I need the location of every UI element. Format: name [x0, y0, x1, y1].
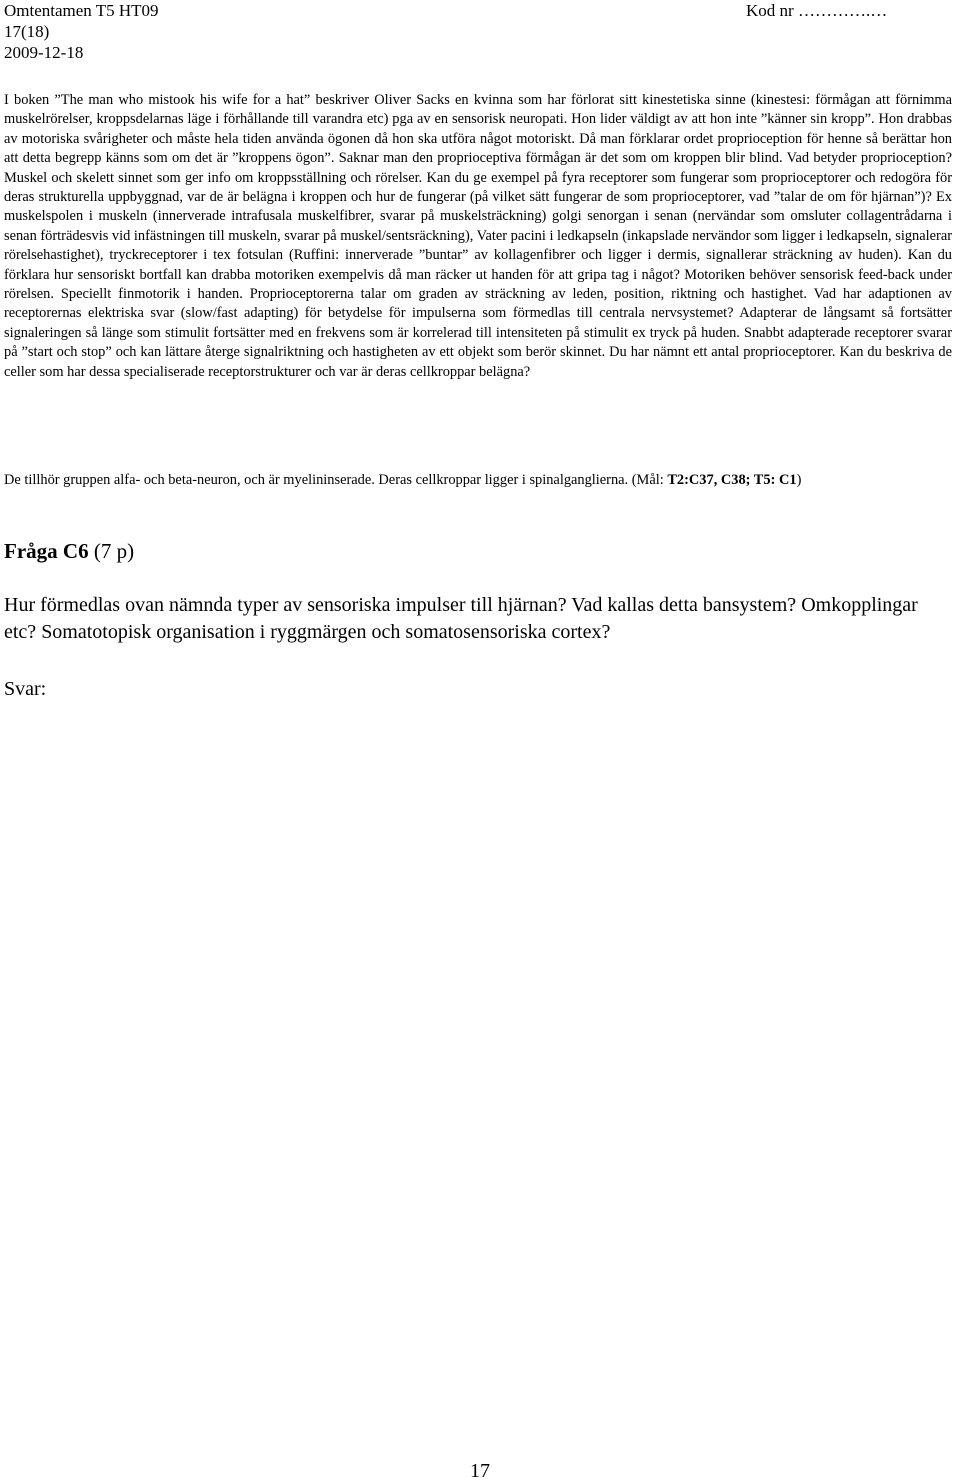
- answer-goals: T2:C37, C38; T5: C1: [667, 472, 797, 488]
- page-of-count: 17(18): [4, 22, 50, 41]
- page-number: 17: [470, 1460, 490, 1482]
- question-c6-text: Hur förmedlas ovan nämnda typer av sensoriska impulser till hjärnan? Vad kallas detta bansystem? Omkopplingar etc? Somatotopisk organisation i ryggmärgen och somatosensoriska cortex?: [4, 594, 918, 643]
- question-paragraph: I boken ”The man who mistook his wife for a hat” beskriver Oliver Sacks en kvinna som har förlorat sitt kinestetiska sinne (kinestesi: förmågan att förnimma muskelrörelser, kroppsdelarnas läge i förhållande till varandra etc) pga av en sensorisk neuropati. Hon lider väldigt av att hon inte ”känner sin kropp”. Hon drabbas av motoriska svårigheter och måste hela tiden använda ögonen då hon ska utföra något motoriskt. Då man förklarar ordet proprioception för henne så berättar hon att detta begrepp känns som om det är ”kroppens ögon”. Saknar man den proprioceptiva förmågan är det som om kroppen blir blind. Vad betyder proprioception? Muskel och skelett sinnet som ger info om kroppsställning och rörelser. Kan du ge exempel på fyra receptorer som fungerar som proprioceptorer och redogöra för deras strukturella uppbyggnad, var de är belägna i kroppen och hur de fungerar (på vilket sätt fungerar de som proprioceptorer, vad ”talar de om för hjärnan”)? Ex muskelspolen i muskeln (innerverade intrafusala muskelfibrer, svarar på muskelsträckning) golgi senorgan i senan (nervändar som omsluter collagentrådarna i senan förträdesvis vid infästningen till muskeln, svarar på muskel/sentsräckning), Vater pacini i ledkapseln (inkapslade nervändor som ligger i ledkapseln, signalerar rörelsehastighet), tryckreceptorer i tex fotsulan (Ruffini: innerverade ”buntar” av kollagenfibrer och ligger i dermis, signallerar sträckning av huden). Kan du förklara hur sensoriskt bortfall kan drabba motoriken exempelvis då man räcker ut handen för att gripa tag i något? Motoriken behöver sensorisk feed-back under rörelsen. Speciellt finmotorik i handen. Proprioceptorerna talar om graden av sträckning av leden, position, riktning och hastighet. Vad har adaptionen av receptorernas elektriska svar (slow/fast adapting) för betydelse för impulserna som förmedlas till centrala nervsystemet? Adapterar de långsamt så fortsätter signaleringen så länge som stimulit fortsätter med en frekvens som är korrelerad till intensiteten på stimulit ex tryck på huden. Snabbt adapterade receptorer svarar på ”start och stop” och kan lättare återge signalriktning och hastigheten av ett objekt som berör skinnet. Du har nämnt ett antal proprioceptorer. Kan du beskriva de celler som har dessa specialiserade receptorstrukturer och var är deras cellkroppar belägna?: [4, 92, 952, 380]
- answer-label: Svar:: [4, 678, 47, 700]
- page-header: [4, 0, 954, 63]
- answer-text: De tillhör gruppen alfa- och beta-neuron, och är myelininserade. Deras cellkroppar ligger i spinalganglierna. (Mål:: [4, 472, 668, 488]
- exam-title: Omtentamen T5 HT09: [4, 1, 159, 20]
- exam-date: 2009-12-18: [4, 43, 84, 62]
- question-heading: [4, 538, 134, 564]
- question-points: (7 p): [88, 539, 135, 563]
- answer-paragraph: [4, 471, 952, 490]
- code-number-field: Kod nr ………….…: [746, 1, 888, 20]
- answer-close: ): [796, 472, 802, 488]
- question-label: Fråga C6: [4, 539, 89, 563]
